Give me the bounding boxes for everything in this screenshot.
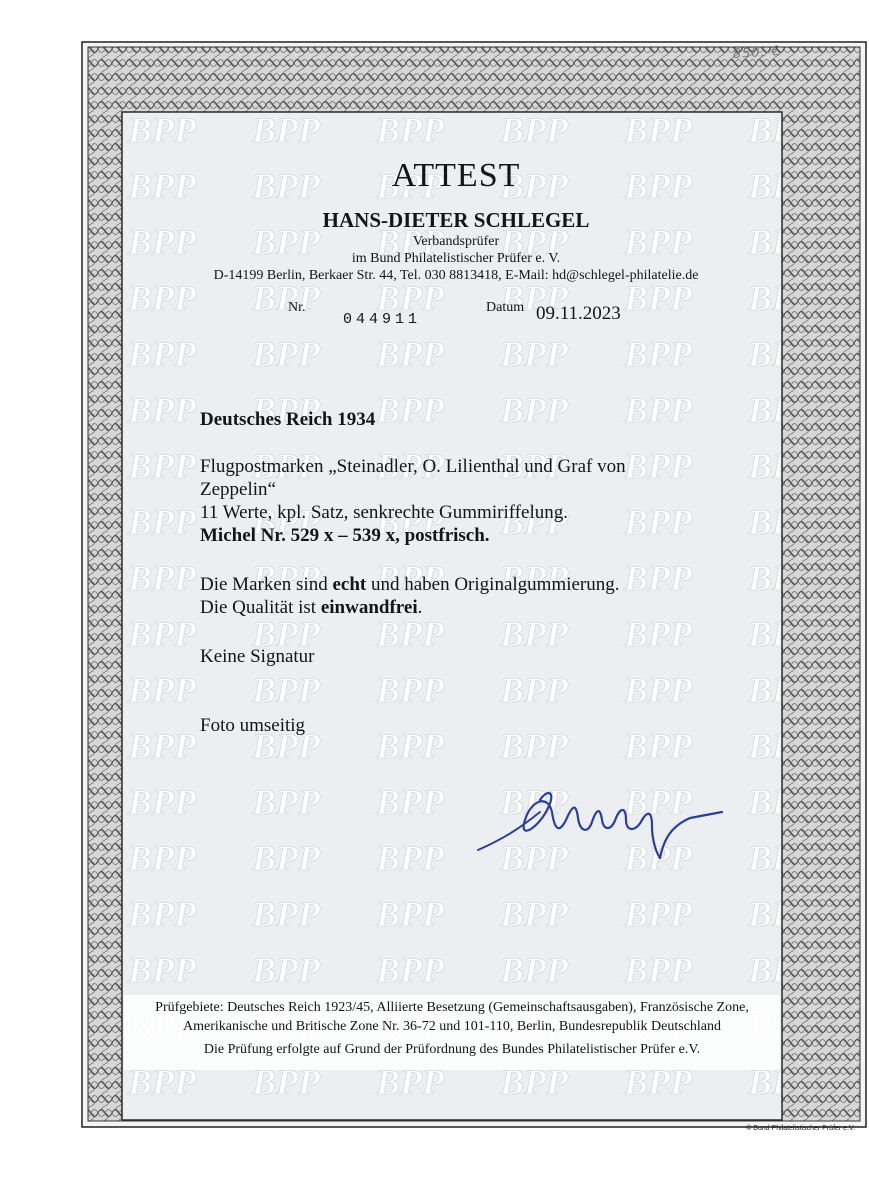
date-label: Datum xyxy=(486,300,525,315)
copyright-note: © Bund Philatelistischer Prüfer e.V. xyxy=(746,1125,855,1132)
quality-bold: einwandfrei xyxy=(320,597,418,618)
certificate-date: 09.11.2023 xyxy=(536,303,621,324)
photo-note: Foto umseitig xyxy=(200,715,306,736)
signature-note: Keine Signatur xyxy=(200,646,315,667)
quality-post: . xyxy=(417,597,423,618)
number-label: Nr. xyxy=(288,300,306,315)
examiner-role: Verbandsprüfer xyxy=(412,234,500,249)
genuine-pre: Die Marken sind xyxy=(200,574,333,595)
description-line-3: 11 Werte, kpl. Satz, senkrechte Gummiriffelung. xyxy=(200,502,568,523)
examiner-address: D-14199 Berlin, Berkaer Str. 44, Tel. 030 8813418, E-Mail: hd@schlegel-philatelie.de xyxy=(213,268,699,283)
genuine-bold: echt xyxy=(332,574,367,595)
issue-heading: Deutsches Reich 1934 xyxy=(200,409,376,430)
quality-statement xyxy=(200,597,422,619)
certificate-title: ATTEST xyxy=(391,157,521,194)
quality-pre: Die Qualität ist xyxy=(200,597,321,618)
description-line-1: Flugpostmarken „Steinadler, O. Lilienthal und Graf von xyxy=(200,456,626,477)
examiner-name: HANS-DIETER SCHLEGEL xyxy=(322,208,590,232)
genuine-statement xyxy=(200,574,620,596)
examination-areas-line-2: Amerikanische und Britische Zone Nr. 36-72 und 101-110, Berlin, Bundesrepublik Deutschland xyxy=(183,1019,721,1034)
association-name: im Bund Philatelistischer Prüfer e. V. xyxy=(351,251,561,266)
regulation-note: Die Prüfung erfolgte auf Grund der Prüfordnung des Bundes Philatelistischer Prüfer e.V. xyxy=(203,1042,701,1057)
handwritten-price-note: 850,-€ xyxy=(732,43,782,63)
description-line-2: Zeppelin“ xyxy=(200,479,276,500)
catalog-reference: Michel Nr. 529 x – 539 x, postfrisch. xyxy=(200,525,490,546)
certificate-number: 044911 xyxy=(343,311,422,328)
genuine-post: und haben Originalgummierung. xyxy=(366,574,620,595)
examination-areas-line-1: Prüfgebiete: Deutsches Reich 1923/45, Alliierte Besetzung (Gemeinschaftsausgaben), Französische Zone, xyxy=(155,1000,749,1015)
